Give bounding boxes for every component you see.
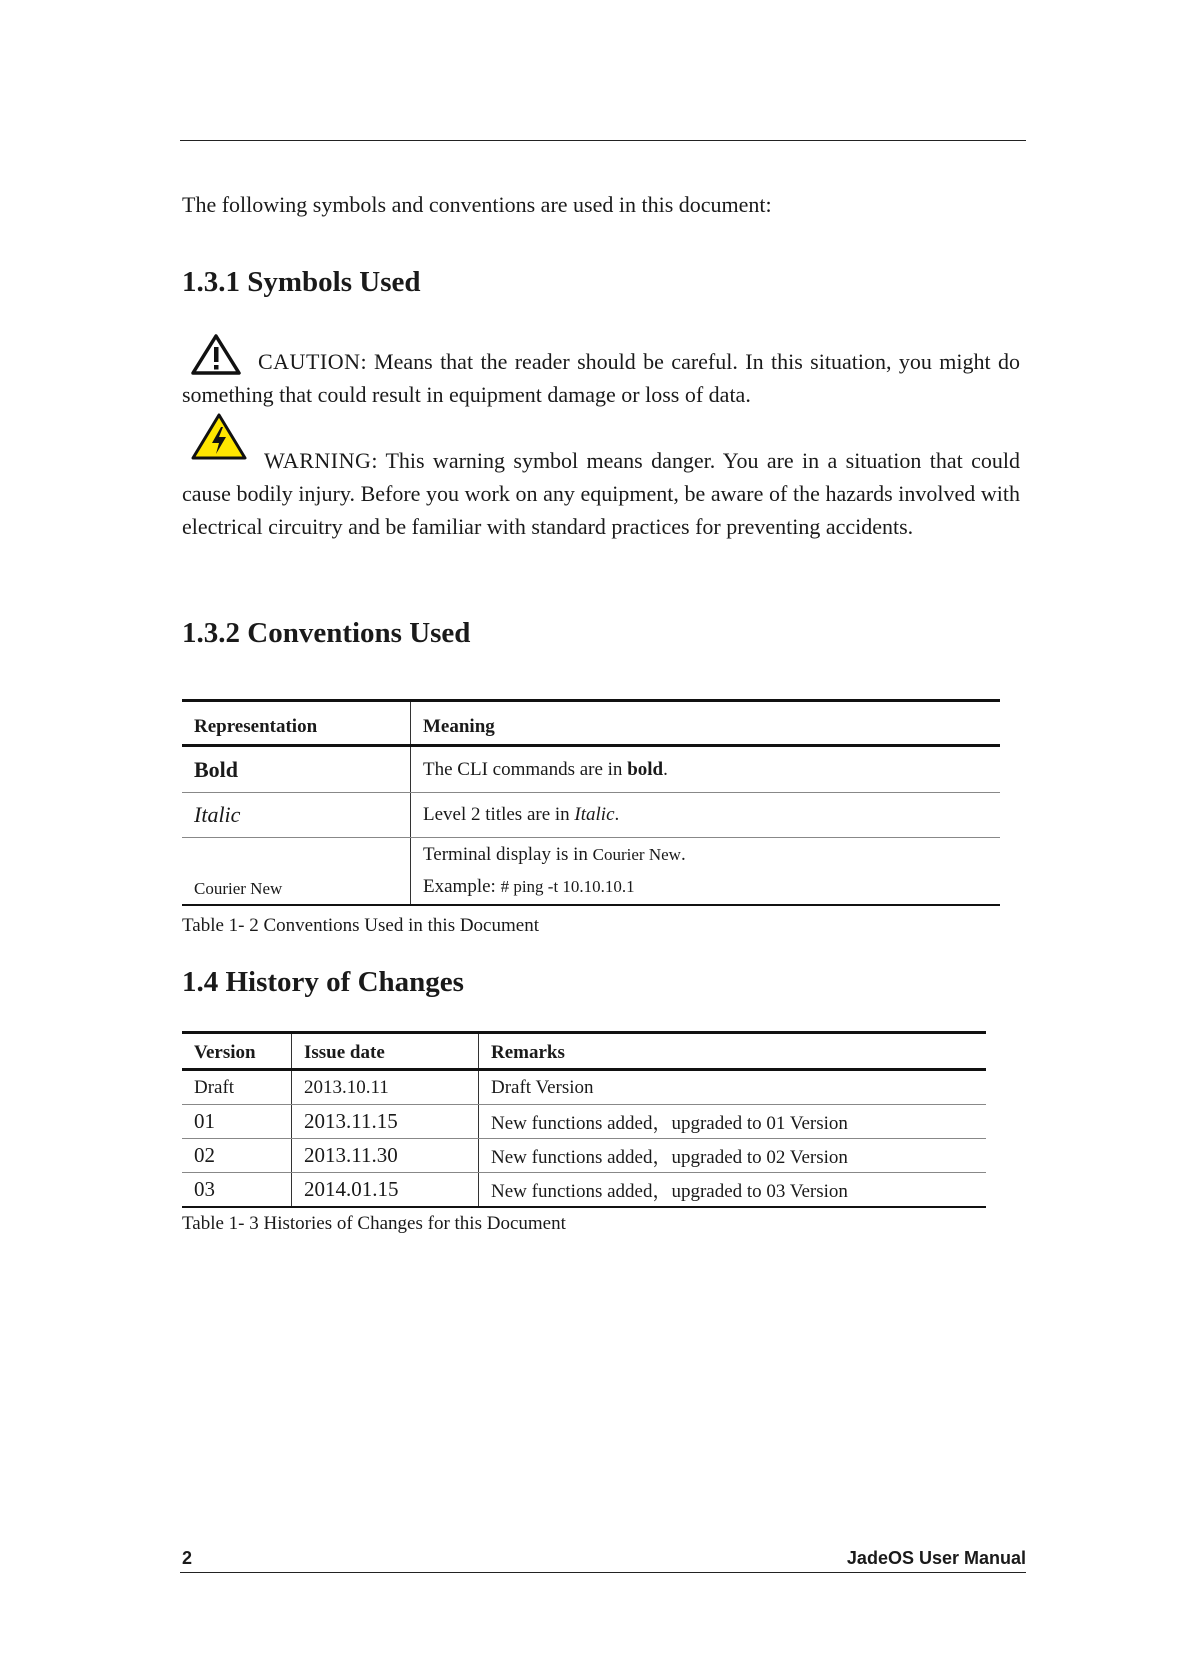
table-row (182, 793, 1000, 838)
history-table (182, 1031, 986, 1208)
meaning-suffix: . (663, 758, 668, 780)
meaning-text: Example: (423, 875, 501, 897)
rep-italic: Italic (182, 793, 411, 838)
date-cell: 2013.11.15 (292, 1105, 479, 1139)
history-caption: Table 1- 3 Histories of Changes for this Document (182, 1213, 566, 1234)
table-header: Representation (182, 701, 411, 746)
meaning-suffix: . (614, 804, 620, 825)
table-header: Version (182, 1033, 292, 1070)
meaning-mono: Courier New (592, 844, 681, 864)
warning-label: WARNING (264, 448, 372, 473)
table-row (182, 1173, 986, 1208)
meaning-line-2 (423, 871, 990, 903)
warning-paragraph (182, 444, 1020, 543)
table-row (182, 838, 1000, 905)
caution-paragraph (182, 345, 1020, 411)
table-header: Issue date (292, 1033, 479, 1070)
meaning-suffix: . (680, 843, 686, 865)
table-row (182, 1139, 986, 1173)
caution-label: CAUTION (258, 349, 361, 374)
rep-courier-text: Courier New (194, 878, 283, 898)
date-cell: 2014.01.15 (292, 1173, 479, 1208)
remarks-cell: New functions added，upgraded to 02 Version (479, 1139, 987, 1173)
rep-courier (182, 838, 411, 905)
intro-text: The following symbols and conventions are used in this document: (182, 192, 772, 217)
meaning-text: Terminal display is in (423, 843, 593, 865)
remarks-cell: New functions added，upgraded to 01 Version (479, 1105, 987, 1139)
meaning-text: The CLI commands are in (423, 758, 628, 780)
meaning-cell (411, 838, 1001, 905)
meaning-text: Level 2 titles are in (423, 804, 575, 825)
table-header: Meaning (411, 701, 1001, 746)
meaning-line-1 (423, 839, 990, 871)
warning-text: : This warning symbol means danger. You are in a situation that could cause bodily injury. Before you work on any equipment, be aware of the hazards involved with electrical circuitry and be familiar with standard practices for preventing accidents. (182, 448, 1020, 539)
meaning-emph: Italic (574, 804, 615, 825)
date-cell: 2013.10.11 (292, 1070, 479, 1105)
table-row (182, 1105, 986, 1139)
table-header-row (182, 701, 1000, 746)
table-header-row (182, 1033, 986, 1070)
remarks-cell: New functions added，upgraded to 03 Version (491, 1181, 848, 1202)
conventions-caption: Table 1- 2 Conventions Used in this Document (182, 915, 539, 936)
table-row (182, 1070, 986, 1105)
table-header: Remarks (479, 1033, 987, 1070)
footer-rule (180, 1572, 1026, 1573)
header-rule (180, 140, 1026, 141)
caution-text: : Means that the reader should be careful. In this situation, you might do something that could result in equipment damage or loss of data. (182, 349, 1020, 407)
date-cell: 2013.11.30 (292, 1139, 479, 1173)
table-row (182, 746, 1000, 793)
symbols-heading: 1.3.1 Symbols Used (182, 266, 421, 298)
conventions-table (182, 699, 1000, 906)
meaning-cell (411, 793, 1001, 838)
version-cell: 02 (182, 1139, 292, 1173)
rep-bold: Bold (182, 746, 411, 793)
remarks-cell: Draft Version (479, 1070, 987, 1105)
meaning-cell (411, 746, 1001, 793)
conventions-heading: 1.3.2 Conventions Used (182, 617, 471, 649)
version-cell: Draft (182, 1070, 292, 1105)
example-command: # ping -t 10.10.10.1 (500, 876, 635, 896)
version-cell: 01 (182, 1105, 292, 1139)
history-heading: 1.4 History of Changes (182, 966, 464, 998)
manual-title: JadeOS User Manual (846, 1548, 1026, 1568)
version-cell: 03 (182, 1173, 292, 1208)
meaning-emph: bold (627, 758, 664, 780)
page-number: 2 (182, 1548, 193, 1568)
